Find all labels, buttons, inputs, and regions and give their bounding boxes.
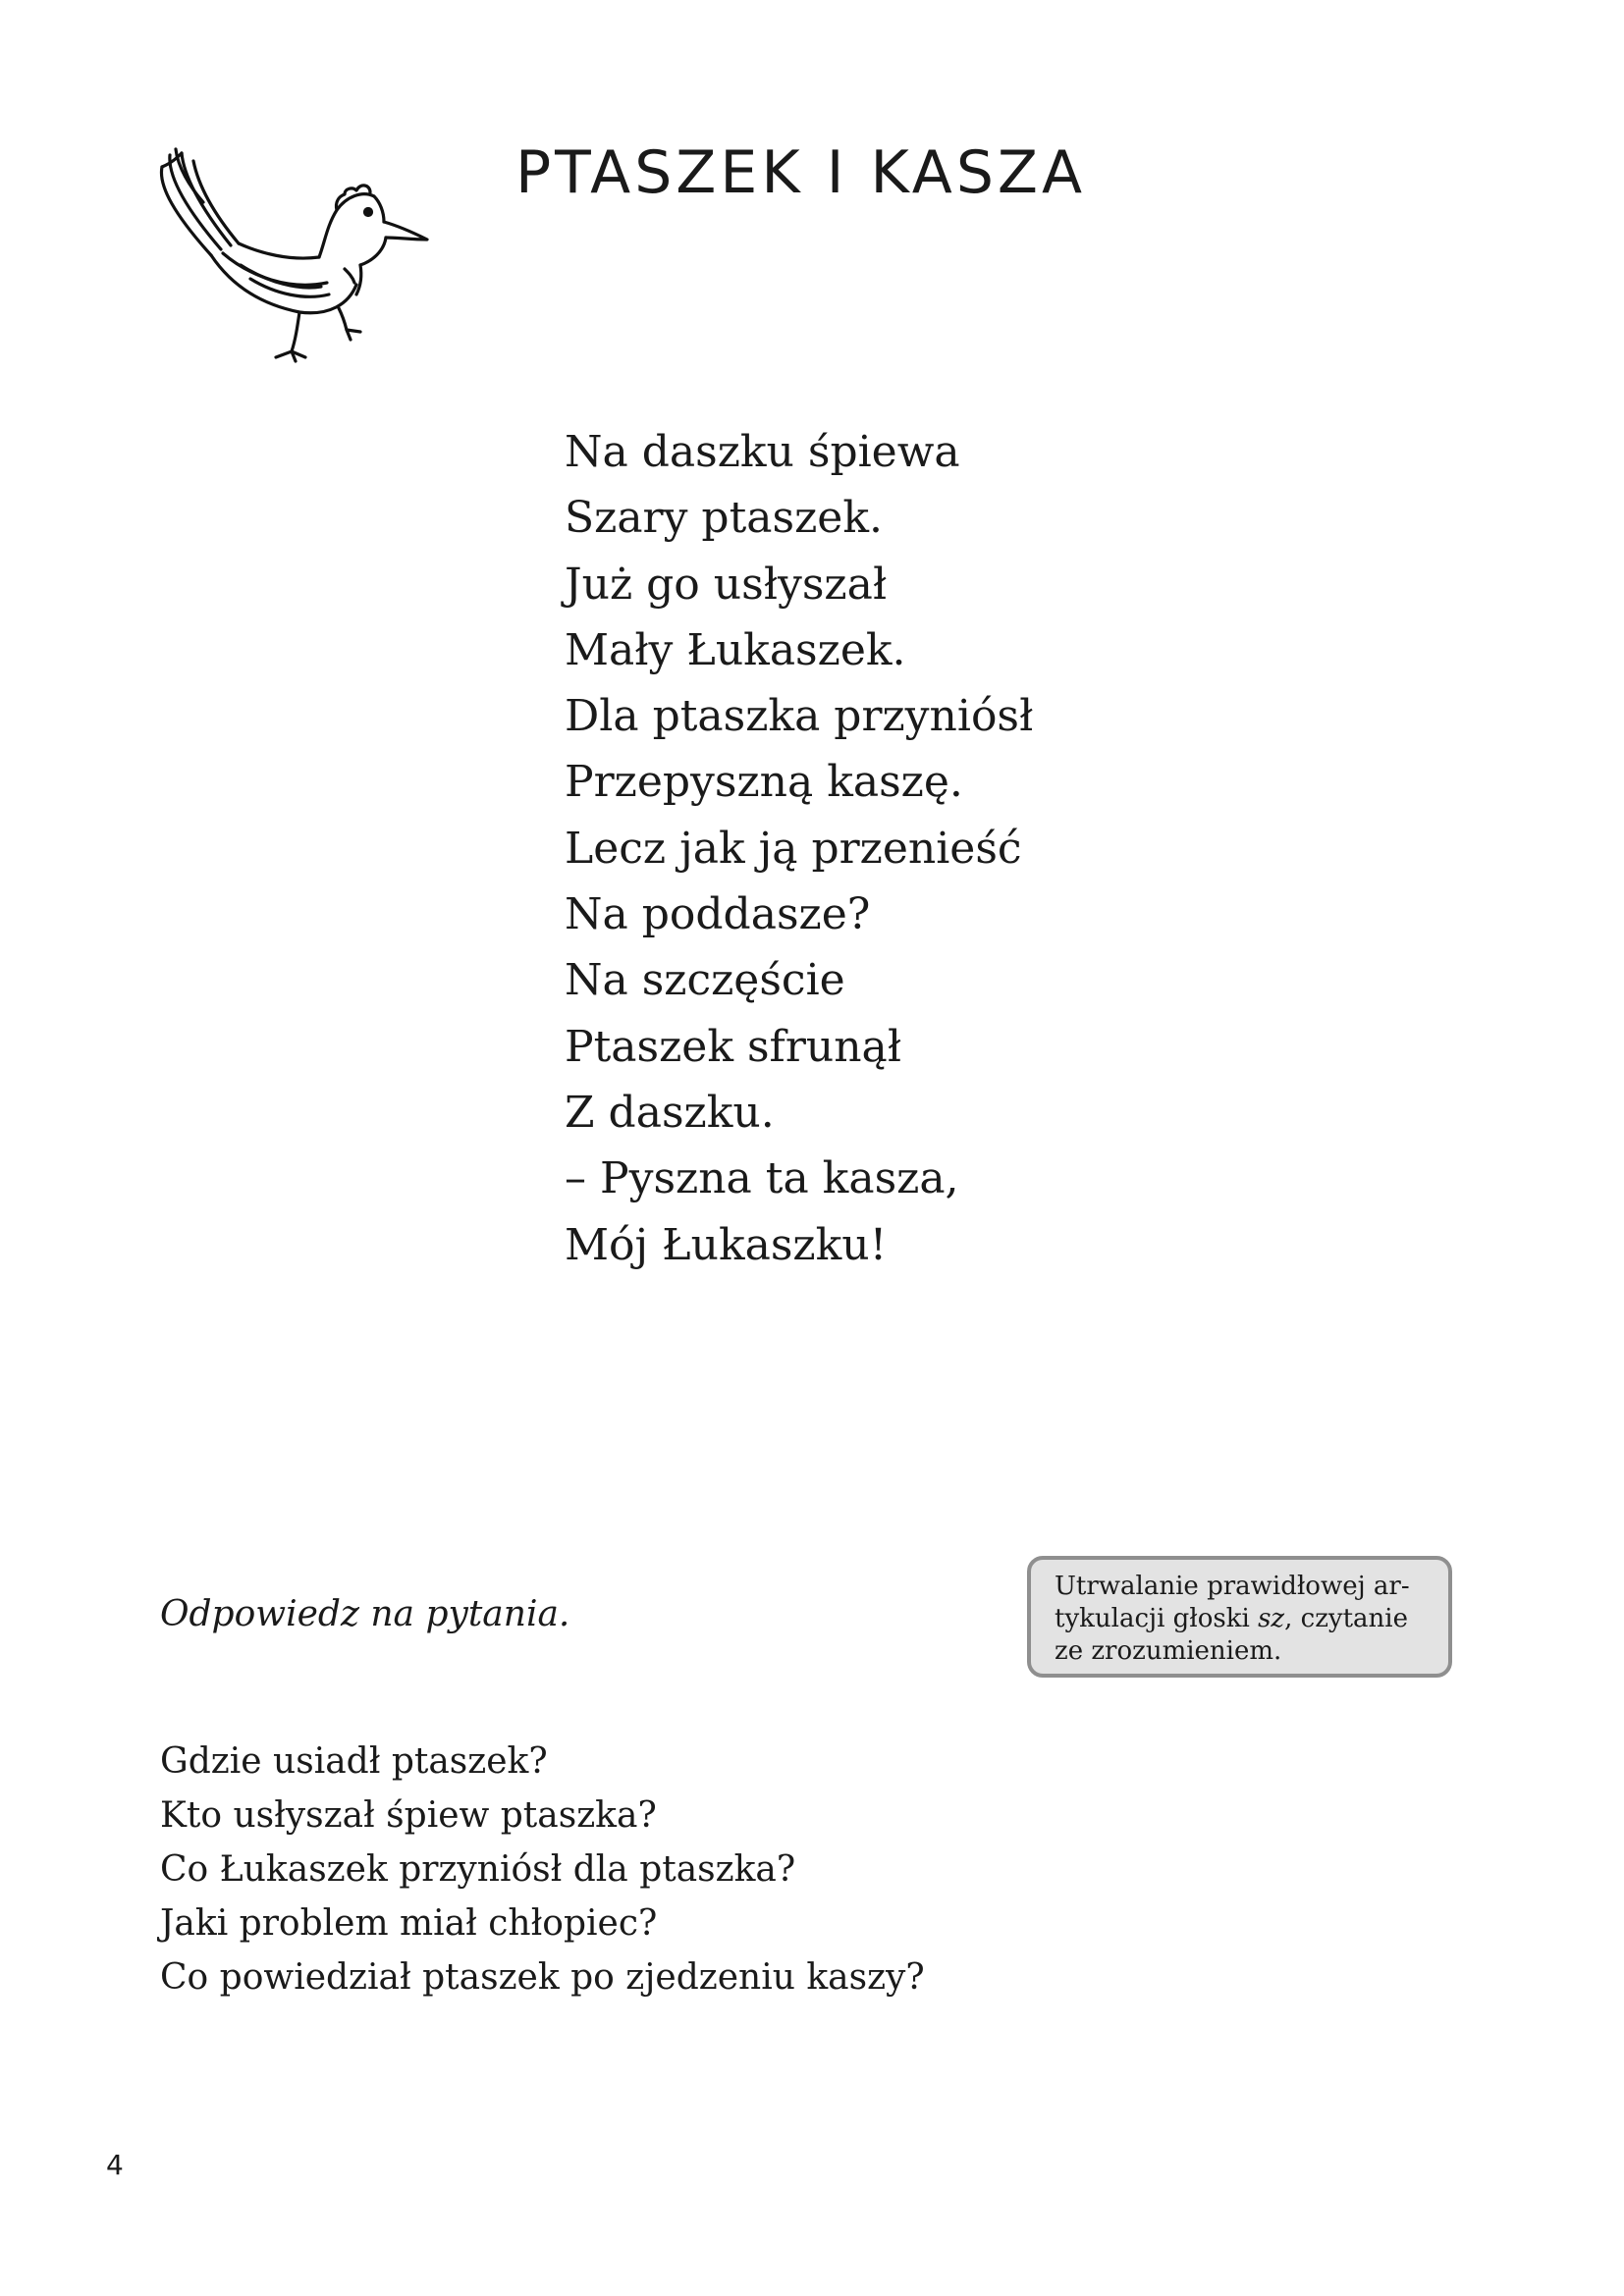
poem-line: Ptaszek sfrunął [565,1021,902,1072]
poem [565,419,1033,1278]
note-line [1055,1603,1429,1635]
question: Kto usłyszał śpiew ptaszka? [160,1795,657,1836]
poem-line: Mały Łukaszek. [565,624,906,675]
page-title: PTASZEK I KASZA [515,138,1087,207]
note-emphasis: sz [1258,1604,1285,1633]
note-text: , czytanie [1284,1604,1408,1633]
note-line: Utrwalanie prawidłowej ar- [1055,1572,1410,1601]
poem-line: Na poddasze? [565,889,871,940]
question-list [160,1735,925,2004]
poem-line: Już go usłyszał [565,559,888,610]
poem-line: – Pyszna ta kasza, [565,1153,959,1204]
poem-line: Na szczęście [565,955,845,1006]
bird-illustration [152,147,447,365]
question: Co powiedział ptaszek po zjedzeniu kaszy? [160,1957,925,1998]
teacher-note-box [1027,1556,1452,1678]
question: Co Łukaszek przyniósł dla ptaszka? [160,1849,796,1890]
question: Gdzie usiadł ptaszek? [160,1741,548,1782]
instruction-text: Odpowiedz na pytania. [160,1594,570,1634]
poem-line: Lecz jak ją przenieść [565,823,1022,874]
question: Jaki problem miał chłopiec? [160,1903,658,1944]
poem-line: Dla ptaszka przyniósł [565,691,1034,742]
poem-line: Przepyszną kaszę. [565,757,963,808]
note-text: tykulacji głoski [1055,1604,1259,1633]
poem-line: Na daszku śpiewa [565,427,960,477]
poem-line: Z daszku. [565,1087,775,1138]
poem-line: Szary ptaszek. [565,493,883,544]
page-number: 4 [106,2149,124,2181]
poem-line: Mój Łukaszku! [565,1219,888,1270]
note-line: ze zrozumieniem. [1055,1636,1282,1666]
